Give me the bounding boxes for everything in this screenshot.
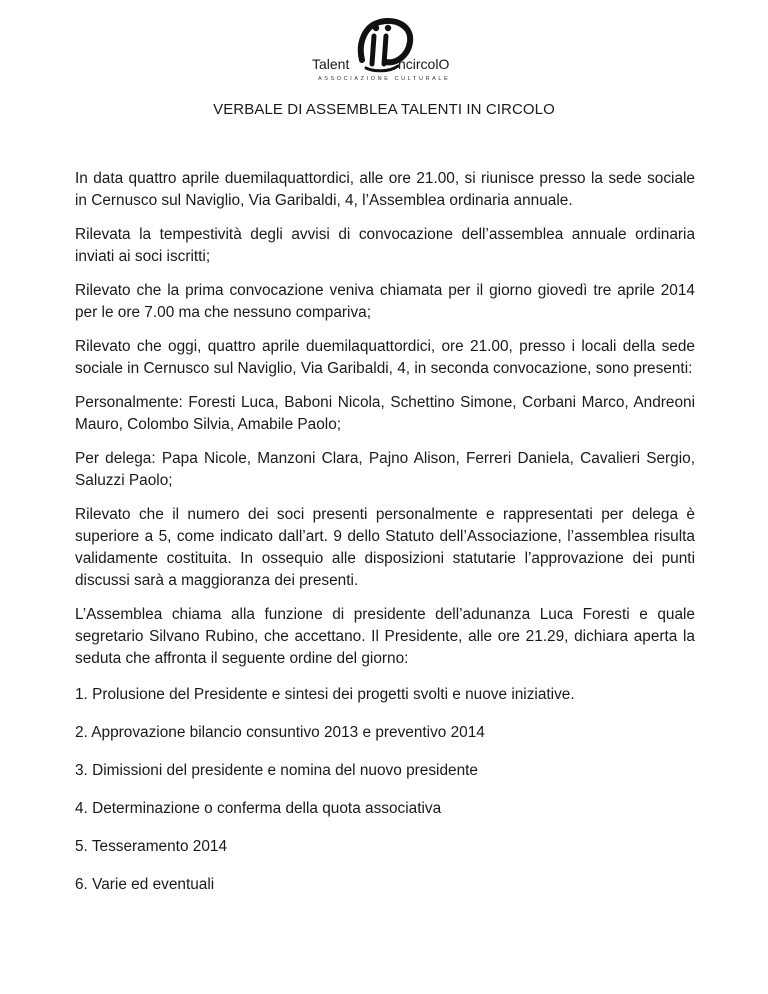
paragraph-present-personally: Personalmente: Foresti Luca, Baboni Nicola, Schettino Simone, Corbani Marco, Andreoni Mauro, Colombo Silvia, Amabile Paolo; [75,394,695,433]
logo-subtitle: ASSOCIAZIONE CULTURALE [318,76,451,82]
agenda-item: 2. Approvazione bilancio consuntivo 2013 e preventivo 2014 [75,724,485,741]
paragraph-first-call: Rilevato che la prima convocazione veniva chiamata per il giorno giovedì tre aprile 2014 per le ore 7.00 ma che nessuno compariva; [75,282,695,321]
agenda-item: 6. Varie ed eventuali [75,876,215,893]
agenda-list [75,684,695,896]
paragraph-present-by-proxy: Per delega: Papa Nicole, Manzoni Clara, Pajno Alison, Ferreri Daniela, Cavalieri Sergio, Saluzzi Paolo; [75,450,695,489]
logo-left-word: Talent [312,56,350,72]
paragraph-opening: In data quattro aprile duemilaquattordici, alle ore 21.00, si riunisce presso la sede sociale in Cernusco sul Naviglio, Via Garibaldi, 4, l’Assemblea ordinaria annuale. [75,170,695,209]
document-body [75,168,695,912]
agenda-item: 1. Prolusione del Presidente e sintesi dei progetti svolti e nuove iniziative. [75,686,575,703]
agenda-item: 5. Tesseramento 2014 [75,838,228,855]
agenda-item: 3. Dimissioni del presidente e nomina del nuovo presidente [75,762,478,779]
paragraph-second-call: Rilevato che oggi, quattro aprile duemilaquattordici, ore 21.00, presso i locali della sede sociale in Cernusco sul Naviglio, Via Garibaldi, 4, in seconda convocazione, sono presenti: [75,338,695,377]
association-logo [300,16,470,88]
agenda-item: 4. Determinazione o conferma della quota associativa [75,800,442,817]
paragraph-chair: L’Assemblea chiama alla funzione di presidente dell’adunanza Luca Foresti e quale segretario Silvano Rubino, che accettano. Il Presidente, alle ore 21.29, dichiara aperta la seduta che affronta il seguente ordine del giorno: [75,606,695,667]
document-title: VERBALE DI ASSEMBLEA TALENTI IN CIRCOLO [213,101,555,118]
paragraph-notice: Rilevata la tempestività degli avvisi di convocazione dell’assemblea annuale ordinaria inviati ai soci iscritti; [75,226,695,265]
paragraph-quorum: Rilevato che il numero dei soci presenti personalmente e rappresentati per delega è superiore a 5, come indicato dall’art. 9 dello Statuto dell’Associazione, l’assemblea risulta validamente costituita. In ossequio alle disposizioni statutarie l’approvazione dei punti discussi sarà a maggioranza dei presenti. [75,506,695,589]
logo-right-word: ncircolO [398,56,450,72]
